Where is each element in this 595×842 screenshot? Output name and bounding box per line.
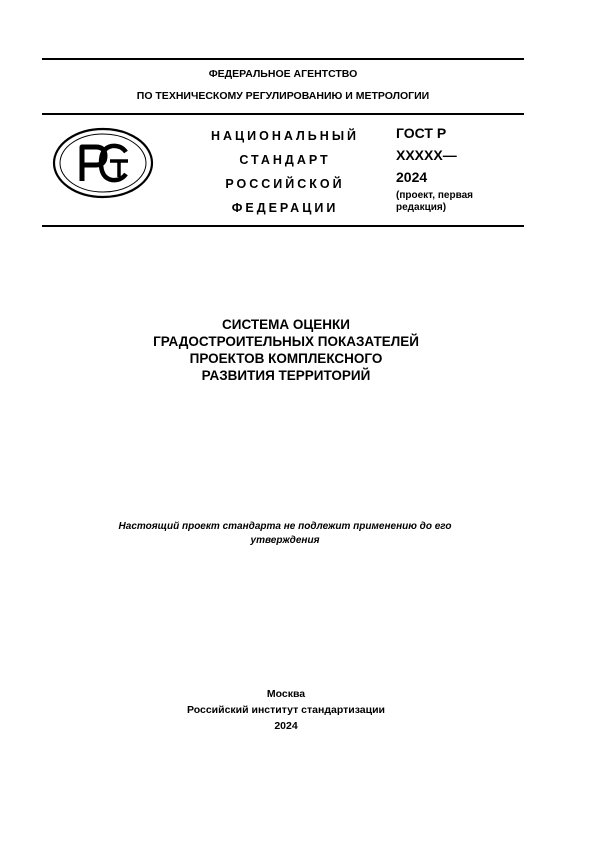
standard-line-1: НАЦИОНАЛЬНЫЙ [210,129,360,143]
title-line-4: РАЗВИТИЯ ТЕРРИТОРИЙ [201,368,371,383]
gost-r-certification-mark-icon [52,127,154,199]
imprint-year: 2024 [274,720,298,732]
title-line-2: ГРАДОСТРОИТЕЛЬНЫХ ПОКАЗАТЕЛЕЙ [153,334,419,349]
imprint [80,686,492,734]
draft-note-line-1: (проект, первая [396,190,473,201]
standard-line-4: ФЕДЕРАЦИИ [231,201,339,215]
header-rule [42,113,524,115]
gost-year: 2024 [396,169,428,185]
gost-number-line-1: ГОСТ Р [396,125,447,141]
draft-note-line-2: редакция) [396,202,447,213]
agency-line-1: ФЕДЕРАЛЬНОЕ АГЕНТСТВО [208,68,358,80]
gost-number-line-2: XXXXX— [396,147,457,163]
disclaimer-line-2: утверждения [250,535,320,546]
header-bottom-rule [42,225,524,227]
imprint-city: Москва [266,688,306,700]
imprint-publisher: Российский институт стандартизации [186,704,386,716]
standard-line-3: РОССИЙСКОЙ [225,177,345,191]
document-title [80,316,492,384]
disclaimer-line-1: Настоящий проект стандарта не подлежит применению до его [118,521,452,532]
title-line-1: СИСТЕМА ОЦЕНКИ [222,317,350,332]
draft-disclaimer [60,520,510,548]
top-rule [42,58,524,60]
agency-line-2: ПО ТЕХНИЧЕСКОМУ РЕГУЛИРОВАНИЮ И МЕТРОЛОГИИ [136,90,430,102]
standard-line-2: СТАНДАРТ [239,153,331,167]
draft-note [396,190,506,214]
title-line-3: ПРОЕКТОВ КОМПЛЕКСНОГО [189,351,383,366]
